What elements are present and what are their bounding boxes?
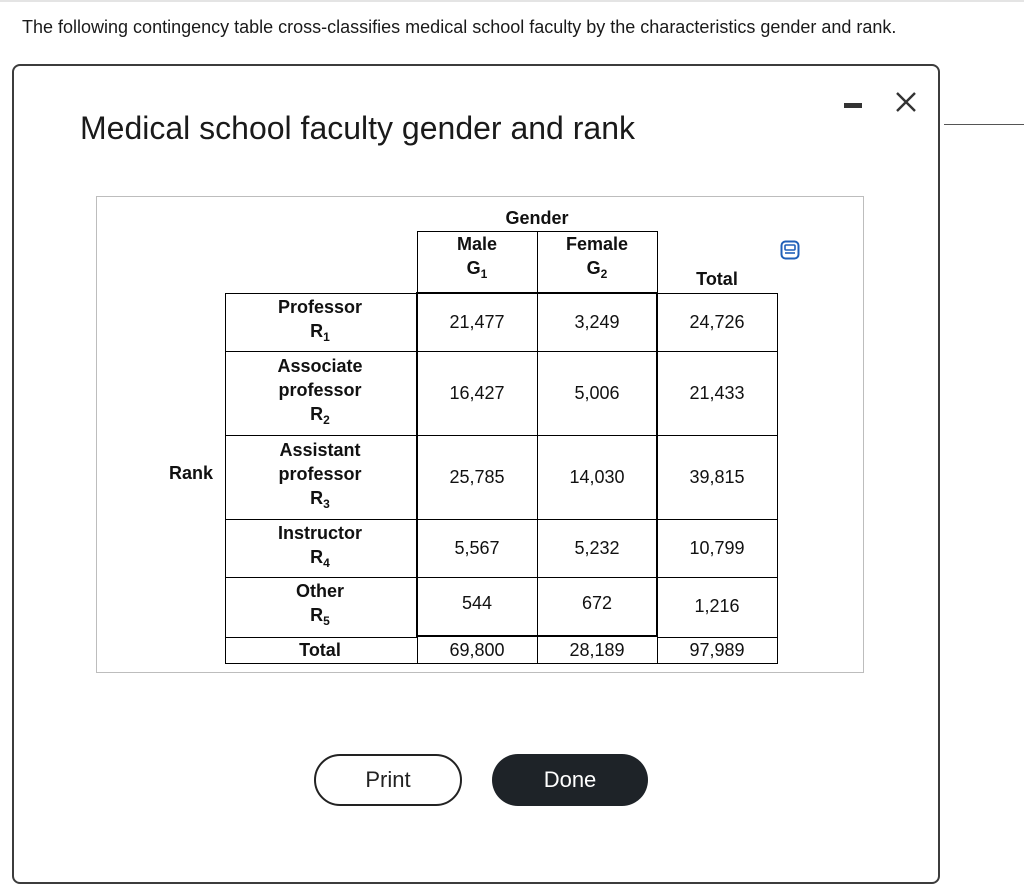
grid-line [225,351,777,352]
grid-line [225,293,417,294]
table-cell: 21,477 [449,312,505,332]
grid-line [225,637,417,638]
table-cell-total: 28,189 [569,640,625,660]
table-cell: 16,427 [449,383,505,403]
dialog-title: Medical school faculty gender and rank [80,110,635,146]
row-label-other: Other $R_5$ [295,581,344,628]
table-dialog [12,64,940,884]
column-header-total: Total [696,269,738,289]
table-cell: 39,815 [689,467,745,487]
grid-line [417,637,418,664]
grid-line [657,293,777,294]
top-divider [0,0,1024,2]
column-symbol: $G_2$ [586,258,608,281]
table-cell-total: 97,989 [689,640,745,660]
table-cell: 21,433 [689,383,745,403]
grid-line [416,292,418,637]
table-cell: 672 [581,593,613,613]
done-button[interactable]: Done [492,754,648,806]
table-cell: 1,216 [694,596,740,616]
column-header-male [417,231,537,287]
table-cell: 544 [461,593,493,613]
grid-line [225,519,777,520]
row-label-assistant-professor: Assistant professor $R_3$ [278,440,362,511]
table-cell-total: 69,800 [449,640,505,660]
column-name: Female [565,234,629,254]
grid-line [656,292,658,637]
grid-line [657,637,658,664]
grid-line [225,663,777,664]
grid-line [225,293,226,664]
row-label-associate-professor: Associate professor $R_2$ [277,356,363,427]
contingency-table [96,196,864,673]
grid-line [657,637,777,638]
row-label-professor: Professor $R_1$ [277,297,363,344]
column-name: Male [456,234,498,254]
minimize-icon[interactable] [842,90,864,112]
table-cell: 5,006 [574,383,620,403]
close-icon[interactable] [894,90,918,114]
rank-header: Rank [168,463,213,483]
grid-line [657,231,658,293]
grid-line [537,231,538,293]
gender-header: Gender [505,208,569,228]
table-cell: 10,799 [689,538,745,558]
column-symbol: $G_1$ [466,258,488,281]
right-divider [944,124,1024,125]
table-cell: 24,726 [689,312,745,332]
table-cell: 5,567 [454,538,500,558]
table-cell: 3,249 [574,312,620,332]
row-label-instructor: Instructor $R_4$ [277,523,362,570]
table-cell: 25,785 [449,467,505,487]
expand-icon[interactable] [780,240,800,260]
grid-line [777,293,778,664]
column-header-female [537,231,657,287]
grid-line [537,293,538,664]
intro-text: The following contingency table cross-classifies medical school faculty by the characteristics gender and rank. [22,17,897,37]
grid-line [417,231,418,293]
grid-line [225,435,777,436]
table-cell: 5,232 [574,538,620,558]
grid-line [225,577,777,578]
table-cell: 14,030 [569,467,625,487]
print-button[interactable]: Print [314,754,462,806]
row-label-total: Total [299,640,341,660]
